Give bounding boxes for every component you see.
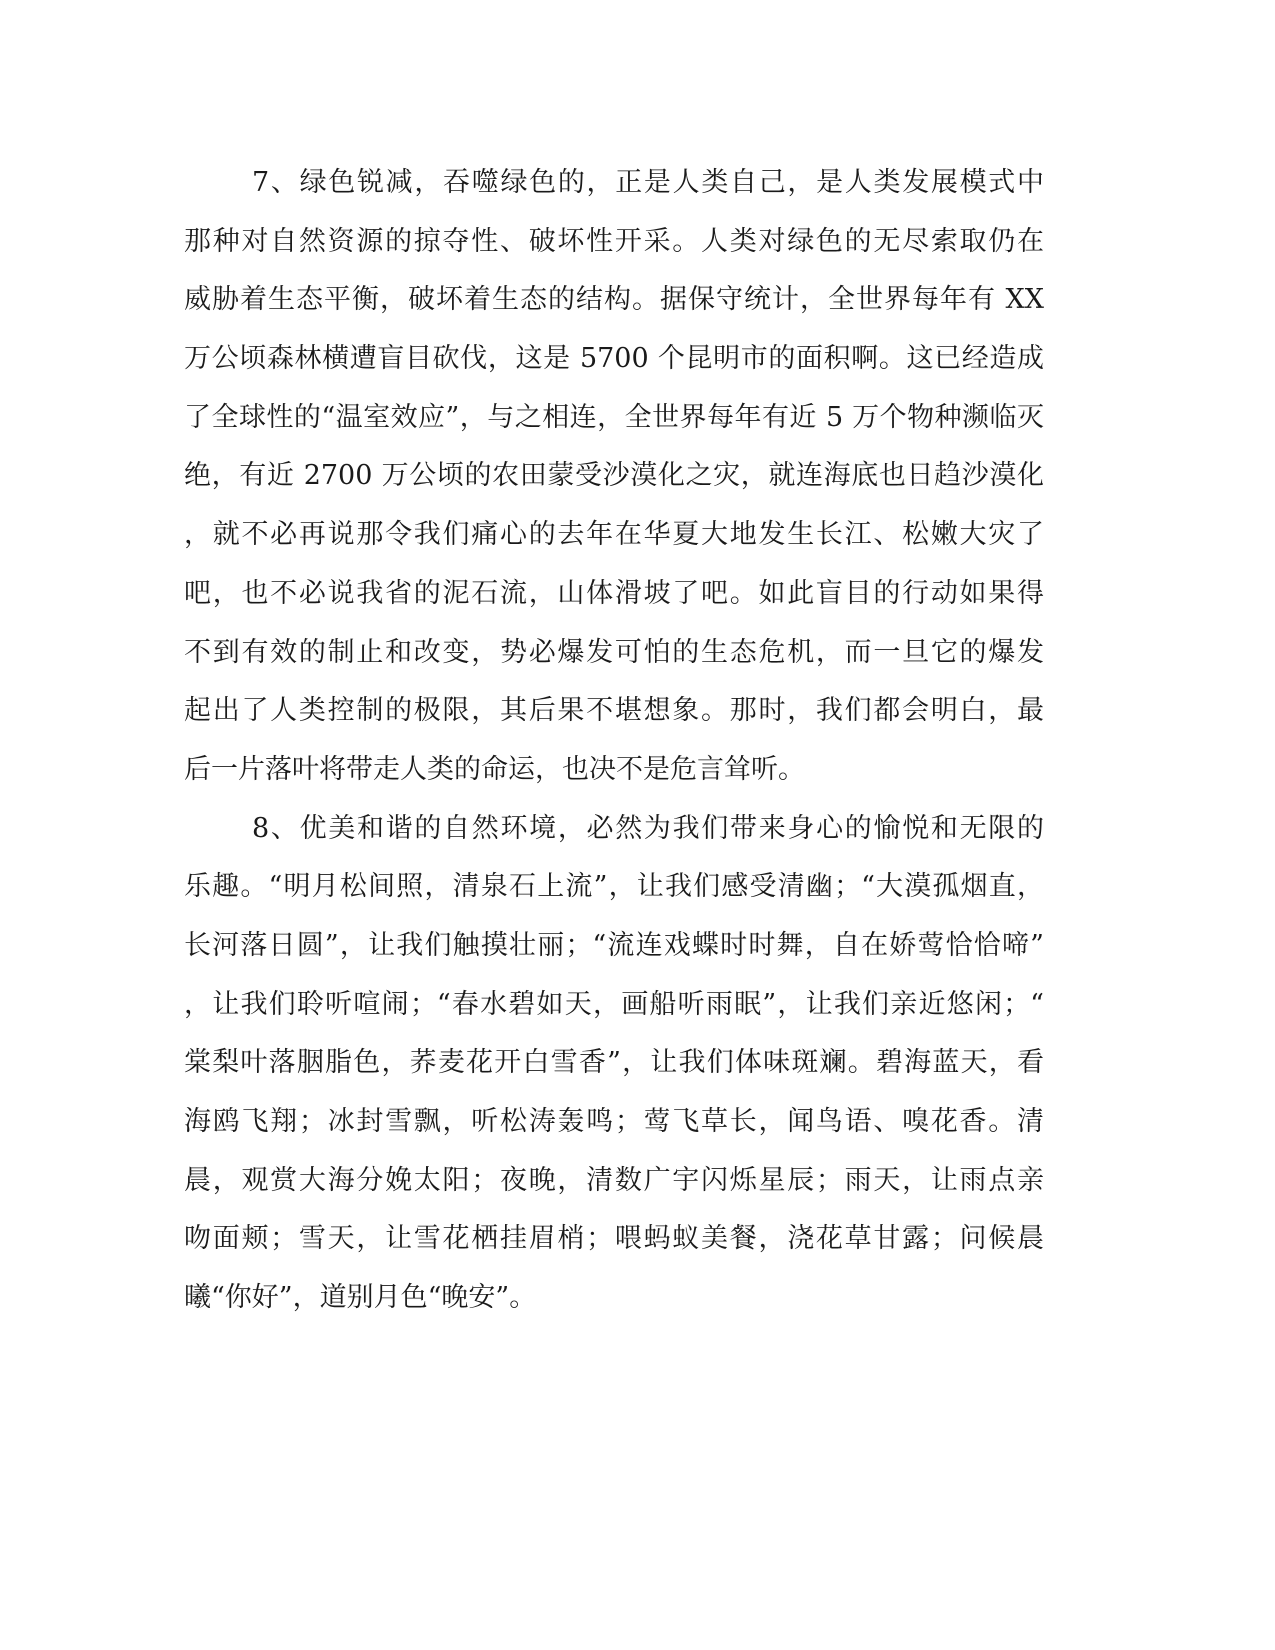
text-line: 长河落日圆”，让我们触摸壮丽；“流连戏蝶时时舞，自在娇莺恰恰啼” <box>184 929 1044 961</box>
paragraph-7 <box>184 154 1044 800</box>
text-line: 棠梨叶落胭脂色，荞麦花开白雪香”，让我们体味斑斓。碧海蓝天，看 <box>184 1047 1044 1079</box>
paragraph-8 <box>184 800 1044 1328</box>
text-line: 那种对自然资源的掠夺性、破坏性开采。人类对绿色的无尽索取仍在 <box>184 225 1044 257</box>
text-line: 后一片落叶将带走人类的命运，也决不是危言耸听。 <box>184 753 805 785</box>
text-line: 晨，观赏大海分娩太阳；夜晚，清数广宇闪烁星辰；雨天，让雨点亲 <box>184 1164 1044 1196</box>
document-body <box>184 154 1044 1328</box>
text-line: ，让我们聆听喧闹；“春水碧如天，画船听雨眠”，让我们亲近悠闲；“ <box>184 988 1044 1020</box>
text-line: 吧，也不必说我省的泥石流，山体滑坡了吧。如此盲目的行动如果得 <box>184 577 1044 609</box>
text-line: 威胁着生态平衡，破坏着生态的结构。据保守统计，全世界每年有 XX <box>184 284 1044 316</box>
text-line: 乐趣。“明月松间照，清泉石上流”，让我们感受清幽；“大漠孤烟直， <box>184 871 1044 903</box>
text-line: 8、优美和谐的自然环境，必然为我们带来身心的愉悦和无限的 <box>252 812 1044 844</box>
text-line: 万公顷森林横遭盲目砍伐，这是 5700 个昆明市的面积啊。这已经造成 <box>184 343 1044 375</box>
text-line: 绝，有近 2700 万公顷的农田蒙受沙漠化之灾，就连海底也日趋沙漠化 <box>184 460 1044 492</box>
text-line: 7、绿色锐减，吞噬绿色的，正是人类自己，是人类发展模式中 <box>252 167 1044 198</box>
text-line: 了全球性的“温室效应”，与之相连，全世界每年有近 5 万个物种濒临灭 <box>184 401 1044 433</box>
text-line: 海鸥飞翔；冰封雪飘，听松涛轰鸣；莺飞草长，闻鸟语、嗅花香。清 <box>184 1106 1044 1137</box>
text-line: 不到有效的制止和改变，势必爆发可怕的生态危机，而一旦它的爆发 <box>184 636 1044 668</box>
text-line: 曦“你好”，道别月色“晚安”。 <box>184 1282 537 1314</box>
text-line: ，就不必再说那令我们痛心的去年在华夏大地发生长江、松嫩大灾了 <box>184 519 1044 551</box>
text-line: 起出了人类控制的极限，其后果不堪想象。那时，我们都会明白，最 <box>184 695 1044 727</box>
text-line: 吻面颊；雪天，让雪花栖挂眉梢；喂蚂蚁美餐，浇花草甘露；问候晨 <box>184 1223 1044 1255</box>
